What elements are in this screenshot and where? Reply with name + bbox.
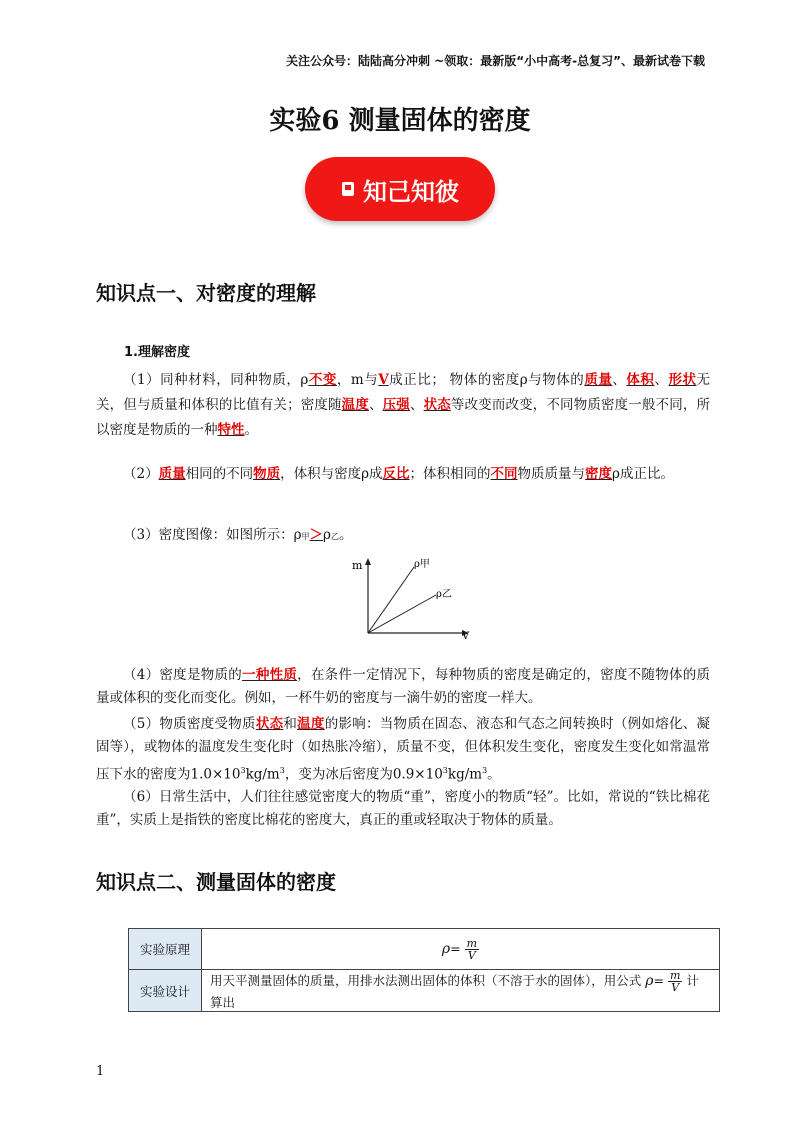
formula-cell: ρ= $\frac{m}{V}$ <box>202 929 720 970</box>
label-principle: 实验原理 <box>129 929 202 970</box>
line-jia <box>368 567 414 633</box>
answer-blank: 物质 <box>253 466 281 482</box>
answer-blank: 体积 <box>626 372 655 388</box>
section-heading-2: 知识点二、测量固体的密度 <box>96 870 336 894</box>
bookmark-icon <box>341 181 355 197</box>
paragraph-5: （5）物质密度受物质状态和温度的影响：当物质在固态、液态和气态之间转换时（例如熔化、凝固等），或物体的温度发生变化时（如热胀冷缩），质量不变，但体积发生变化，密度发生变化如常温常压下水的密度为$1.0\times 10^3kg/m^3$，变为冰后密度为$0.9\times 10^3kg/m^3$。 <box>96 716 711 783</box>
section-heading-1: 知识点一、对密度的理解 <box>96 281 316 305</box>
line-jia-label: ρ甲 <box>414 559 430 570</box>
table-row <box>129 970 720 1012</box>
answer-blank: 质量 <box>584 372 613 388</box>
line-yi <box>368 595 436 633</box>
answer-blank: 反比 <box>382 466 410 482</box>
header-note: 关注公众号：陆陆高分冲刺 ~领取：最新版“小中高考-总复习”、最新试卷下载 <box>286 54 705 68</box>
answer-blank: 特性 <box>217 422 245 438</box>
paragraph-3: （3）密度图像：如图所示：ρ甲＞ρ乙。 <box>123 527 353 543</box>
zhijizhibi-badge <box>305 157 495 221</box>
answer-blank: 状态 <box>423 397 451 413</box>
y-axis-label: m <box>352 559 363 572</box>
sub-heading-understand-density: 1.理解密度 <box>124 345 190 360</box>
y-axis-arrow <box>365 558 371 565</box>
paragraph-6: （6）日常生活中，人们往往感觉密度大的物质“重”，密度小的物质“轻”。比如，常说的“铁比棉花重”，实质上是指铁的密度比棉花的密度大，真正的重或轻取决于物体的质量。 <box>96 789 710 828</box>
answer-blank: 密度 <box>585 466 613 482</box>
answer-blank: V <box>378 372 389 388</box>
badge-text: 知己知彼 <box>363 177 459 206</box>
answer-blank: 温度 <box>341 397 369 413</box>
density-formula: $\frac{m}{V}$ <box>669 969 681 994</box>
page-title: 实验6 测量固体的密度 <box>269 106 531 136</box>
line-yi-label: ρ乙 <box>436 589 452 600</box>
answer-blank: 质量 <box>158 466 186 482</box>
answer-blank: 温度 <box>297 716 325 732</box>
paragraph-1: （1）同种材料，同种物质，ρ不变，m与V成正比； 物体的密度ρ与物体的质量、体积、形状无关，但与质量和体积的比值有关；密度随温度、压强、状态等改变而改变，不同物质密度一般不同，所以密度是物质的一种特性。 <box>96 372 711 438</box>
answer-blank: 一种性质 <box>242 667 298 683</box>
page-number: 1 <box>96 1064 105 1079</box>
paragraph-2: （2）质量相同的不同物质，体积与密度ρ成反比；体积相同的不同物质质量与密度ρ成正比。 <box>123 466 674 482</box>
answer-blank: 压强 <box>382 397 410 413</box>
answer-blank: 状态 <box>255 716 284 732</box>
x-axis-label: V <box>462 631 470 640</box>
experiment-table <box>128 928 720 1012</box>
paragraph-4: （4）密度是物质的一种性质，在条件一定情况下，每种物质的密度是确定的，密度不随物体的质量或体积的变化而变化。例如，一杯牛奶的密度与一滴牛奶的密度一样大。 <box>96 667 711 706</box>
answer-blank: 形状 <box>668 372 697 388</box>
design-cell: 用天平测量固体的质量，用排水法测出固体的体积（不溶于水的固体），用公式 ρ= $\frac{m}{V}$ 计算出 <box>202 970 720 1012</box>
answer-blank: ＞ <box>309 527 324 543</box>
answer-blank: 不同 <box>490 466 518 482</box>
label-design: 实验设计 <box>129 970 202 1012</box>
table-row <box>129 929 720 970</box>
density-graph <box>338 555 478 640</box>
density-formula: $\frac{m}{V}$ <box>466 936 478 962</box>
answer-blank: 不变 <box>308 372 337 388</box>
